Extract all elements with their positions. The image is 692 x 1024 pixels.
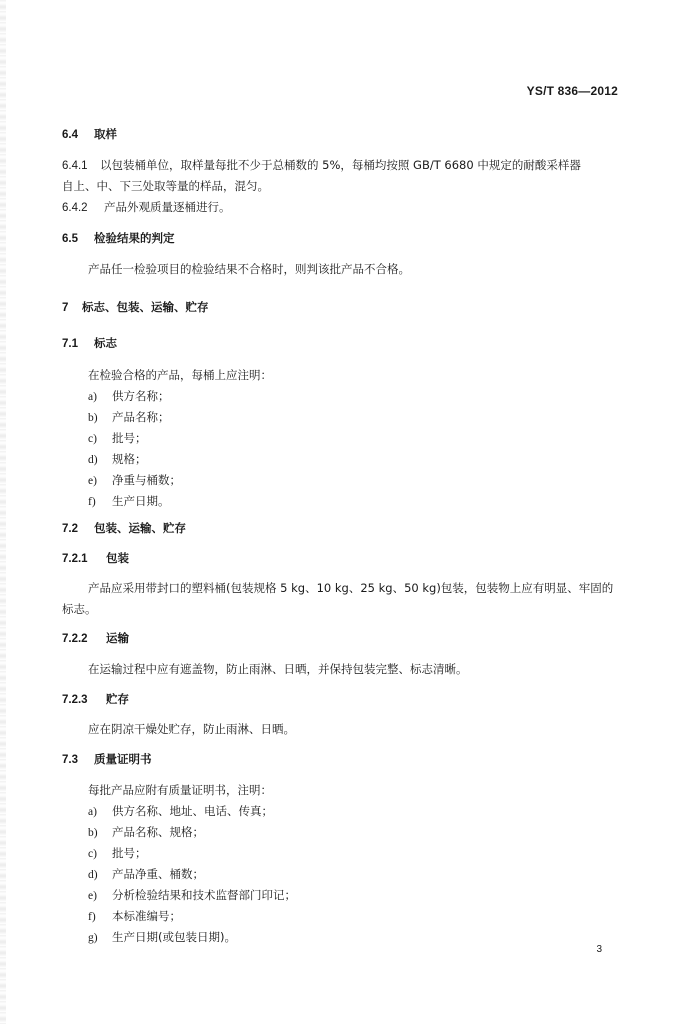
- list-item: a) 供方名称；: [88, 389, 170, 403]
- standard-code: YS/T 836—2012: [526, 84, 618, 98]
- section-7-2-heading: 7.2 包装、运输、贮存: [62, 521, 186, 535]
- list-item: f) 生产日期。: [88, 494, 170, 508]
- list-item: a) 供方名称、地址、电话、传真；: [88, 804, 273, 818]
- section-7-2-1-heading: 7.2.1 包装: [62, 551, 129, 565]
- section-7-3-intro: 每批产品应附有质量证明书，注明：: [88, 783, 272, 797]
- section-7-2-1-line1: 产品应采用带封口的塑料桶(包装规格 5 kg、10 kg、25 kg、50 kg)包装，包装物上应有明显、牢固的: [88, 581, 614, 595]
- list-item: b) 产品名称；: [88, 410, 170, 424]
- list-item: c) 批号；: [88, 846, 147, 860]
- section-7-2-3-text: 应在阴凉干燥处贮存，防止雨淋、日晒。: [88, 722, 295, 736]
- section-7-2-2-heading: 7.2.2 运输: [62, 631, 129, 645]
- section-7-3-heading: 7.3 质量证明书: [62, 752, 152, 766]
- list-item: g) 生产日期(或包装日期)。: [88, 930, 236, 944]
- section-6-5-heading: 6.5 检验结果的判定: [62, 231, 175, 245]
- section-7-2-2-text: 在运输过程中应有遮盖物，防止雨淋、日晒，并保持包装完整、标志清晰。: [88, 662, 468, 676]
- section-6-4-1-line1: 6.4.1 以包装桶单位，取样量每批不少于总桶数的 5%，每桶均按照 GB/T 6680 中规定的耐酸采样器: [62, 158, 581, 172]
- list-item: e) 净重与桶数；: [88, 473, 181, 487]
- scan-edge-noise: [0, 0, 6, 1024]
- section-7-2-1-line2: 标志。: [62, 602, 97, 616]
- list-item: d) 产品净重、桶数；: [88, 867, 204, 881]
- list-item: c) 批号；: [88, 431, 147, 445]
- list-item: b) 产品名称、规格；: [88, 825, 204, 839]
- list-item: f) 本标准编号；: [88, 909, 181, 923]
- list-item: e) 分析检验结果和技术监督部门印记；: [88, 888, 296, 902]
- section-6-4-2: 6.4.2 产品外观质量逐桶进行。: [62, 200, 231, 214]
- section-6-4-1-line2: 自上、中、下三处取等量的样品，混匀。: [62, 179, 269, 193]
- section-6-5-text: 产品任一检验项目的检验结果不合格时，则判该批产品不合格。: [88, 262, 410, 276]
- page-number: 3: [596, 944, 602, 955]
- section-7-1-heading: 7.1 标志: [62, 336, 117, 350]
- list-item: d) 规格；: [88, 452, 147, 466]
- section-7-1-intro: 在检验合格的产品，每桶上应注明：: [88, 368, 272, 382]
- section-7-heading: 7 标志、包装、运输、贮存: [62, 300, 209, 314]
- section-6-4-heading: 6.4 取样: [62, 127, 117, 141]
- section-7-2-3-heading: 7.2.3 贮存: [62, 692, 129, 706]
